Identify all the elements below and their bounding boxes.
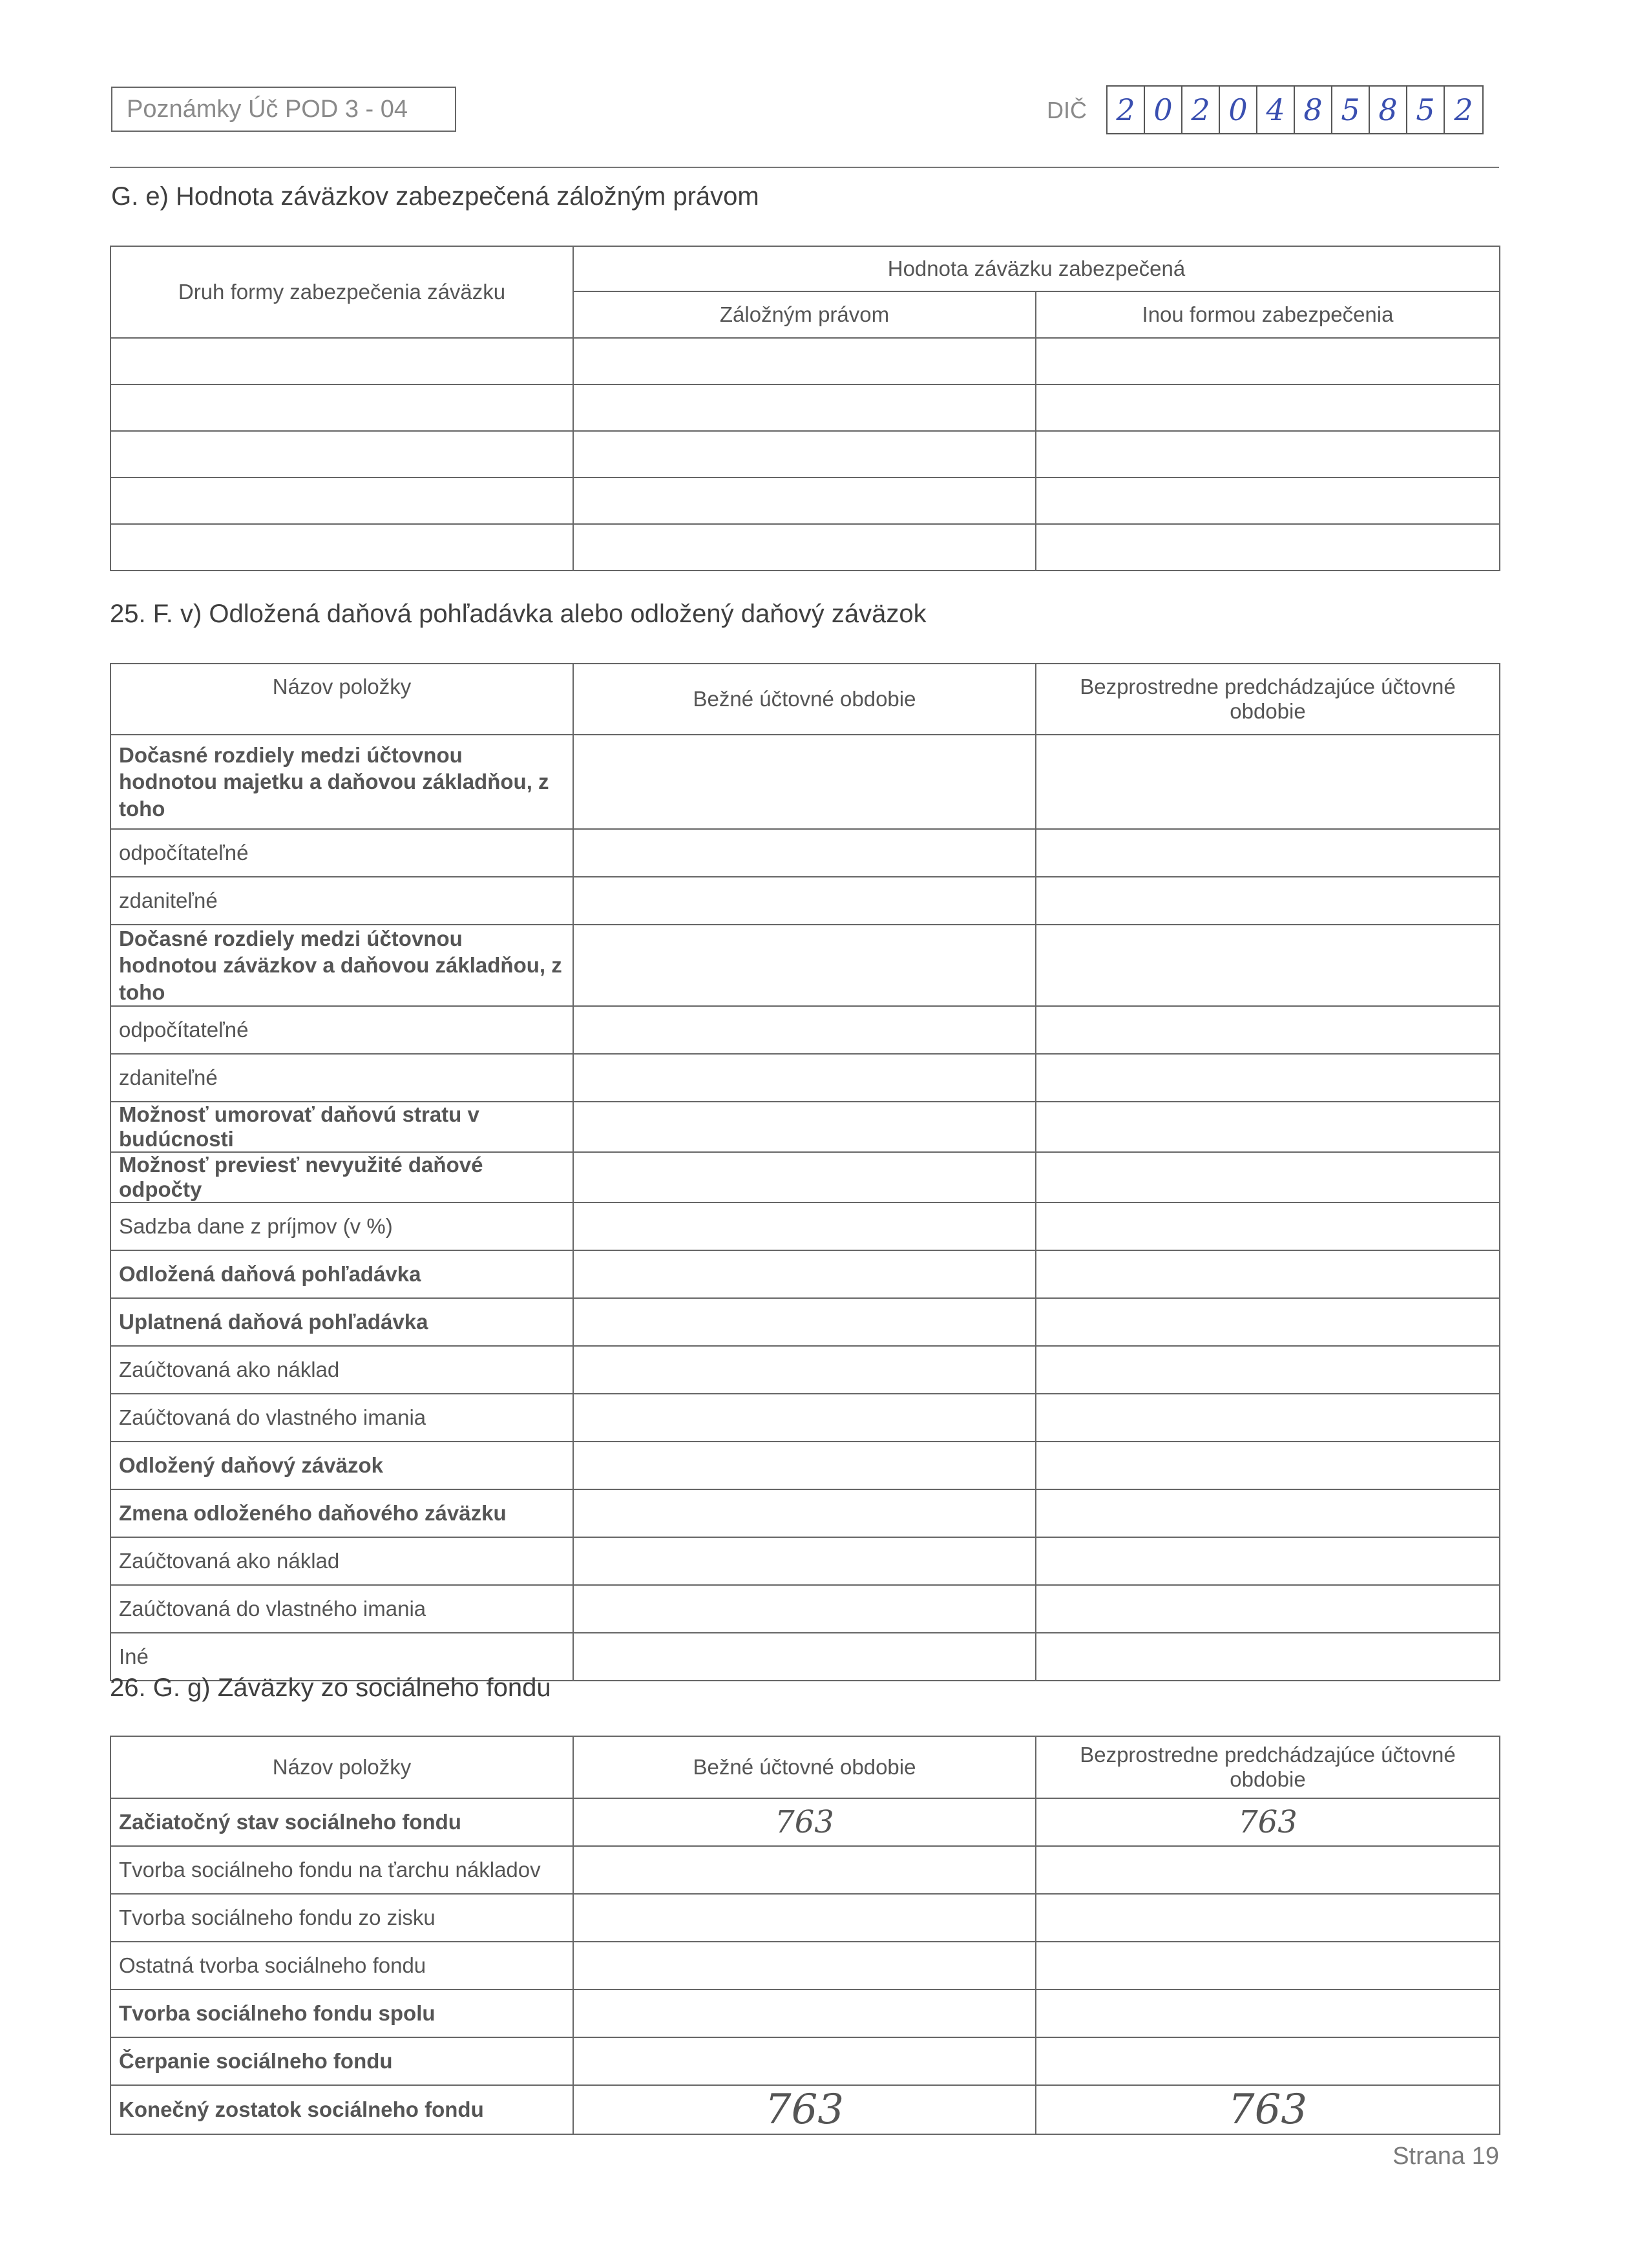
dic-digit: 0 [1145, 87, 1182, 133]
row-label: Odložená daňová pohľadávka [110, 1250, 573, 1298]
table-row [110, 1489, 1500, 1537]
row-label: Tvorba sociálneho fondu na ťarchu nákladov [110, 1846, 573, 1894]
col-item-name: Názov položky [110, 1736, 573, 1798]
table-row [110, 431, 1500, 478]
previous-value[interactable] [1036, 1894, 1500, 1942]
table-row [110, 877, 1500, 925]
current-value[interactable]: 763 [573, 2085, 1036, 2134]
row-label: Ostatná tvorba sociálneho fondu [110, 1942, 573, 1990]
dic-digit: 0 [1220, 87, 1257, 133]
dic-digit: 8 [1295, 87, 1332, 133]
row-label: Zaúčtovaná ako náklad [110, 1346, 573, 1394]
previous-value[interactable] [1036, 1942, 1500, 1990]
row-label: Odložený daňový záväzok [110, 1442, 573, 1489]
row-label: Možnosť umorovať daňovú stratu v budúcnosti [110, 1102, 573, 1152]
table-row [110, 1537, 1500, 1585]
col-previous-period: Bezprostredne predchádzajúce účtovné obdobie [1036, 664, 1500, 735]
table-row [110, 1102, 1500, 1152]
table-row [110, 478, 1500, 524]
table-row [110, 829, 1500, 877]
row-label: Sadzba dane z príjmov (v %) [110, 1202, 573, 1250]
col-pledge: Záložným právom [573, 291, 1036, 338]
current-value[interactable]: 763 [573, 1798, 1036, 1846]
col-other-security: Inou formou zabezpečenia [1036, 291, 1500, 338]
row-label: Možnosť previesť nevyužité daňové odpočty [110, 1152, 573, 1202]
row-label: Zaúčtovaná ako náklad [110, 1537, 573, 1585]
col-security-type: Druh formy zabezpečenia záväzku [110, 246, 573, 338]
social-fund-table [110, 1736, 1500, 2135]
table-row [110, 1585, 1500, 1633]
col-previous-period: Bezprostredne predchádzajúce účtovné obdobie [1036, 1736, 1500, 1798]
table-row [110, 338, 1500, 384]
form-label: Poznámky Úč POD 3 - 04 [111, 87, 456, 132]
dic-digit: 5 [1332, 87, 1370, 133]
col-item-name: Názov položky [110, 664, 573, 735]
section-25-title: 25. F. v) Odložená daňová pohľadávka alebo odložený daňový záväzok [110, 600, 927, 628]
table-row [110, 1250, 1500, 1298]
previous-value[interactable] [1036, 1846, 1500, 1894]
row-label: odpočítateľné [110, 829, 573, 877]
table-row [110, 735, 1500, 829]
table-row [110, 1202, 1500, 1250]
pledge-table [110, 246, 1500, 571]
table-row [110, 1394, 1500, 1442]
deferred-tax-table [110, 663, 1500, 1681]
previous-value[interactable] [1036, 1990, 1500, 2037]
section-26-title: 26. G. g) Záväzky zo sociálneho fondu [110, 1674, 551, 1702]
row-label: Tvorba sociálneho fondu spolu [110, 1990, 573, 2037]
current-value[interactable] [573, 2037, 1036, 2085]
table-row [110, 1298, 1500, 1346]
row-label: Čerpanie sociálneho fondu [110, 2037, 573, 2085]
current-value[interactable] [573, 1942, 1036, 1990]
row-label: Zaúčtovaná do vlastného imania [110, 1585, 573, 1633]
table-row [110, 1054, 1500, 1102]
header-divider [110, 167, 1499, 168]
dic-digit: 2 [1454, 92, 1473, 127]
table-row [110, 2085, 1500, 2134]
previous-value[interactable]: 763 [1036, 1798, 1500, 1846]
table-row [110, 1346, 1500, 1394]
table-row [110, 1990, 1500, 2037]
current-value[interactable] [573, 1894, 1036, 1942]
dic-digit: 2 [1182, 87, 1220, 133]
dic-digit: 8 [1370, 87, 1407, 133]
table-row [110, 2037, 1500, 2085]
table-row [110, 1846, 1500, 1894]
table-row [110, 1798, 1500, 1846]
row-label: Iné [110, 1633, 573, 1681]
table-row [110, 1152, 1500, 1202]
page-number: Strana 19 [1392, 2143, 1499, 2170]
section-g-title: G. e) Hodnota záväzkov zabezpečená záložným právom [111, 182, 759, 211]
row-label: Uplatnená daňová pohľadávka [110, 1298, 573, 1346]
table-row [110, 925, 1500, 1006]
row-label: Dočasné rozdiely medzi účtovnou hodnotou záväzkov a daňovou základňou, z toho [110, 925, 573, 1006]
row-label: odpočítateľné [110, 1006, 573, 1054]
row-label: Začiatočný stav sociálneho fondu [110, 1798, 573, 1846]
col-current-period: Bežné účtovné obdobie [573, 1736, 1036, 1798]
table-row [110, 1006, 1500, 1054]
table-row [110, 1442, 1500, 1489]
dic-field [1106, 85, 1484, 134]
row-label: zdaniteľné [110, 1054, 573, 1102]
current-value[interactable] [573, 1990, 1036, 2037]
row-label: Dočasné rozdiely medzi účtovnou hodnotou majetku a daňovou základňou, z toho [110, 735, 573, 829]
table-row [110, 524, 1500, 571]
row-label: Zaúčtovaná do vlastného imania [110, 1394, 573, 1442]
table-row [110, 1894, 1500, 1942]
row-label: Konečný zostatok sociálneho fondu [110, 2085, 573, 2134]
dic-digit: 5 [1407, 87, 1445, 133]
previous-value[interactable]: 763 [1036, 2085, 1500, 2134]
previous-value[interactable] [1036, 2037, 1500, 2085]
dic-digit: 4 [1257, 87, 1295, 133]
dic-digit: 2 [1108, 87, 1145, 133]
col-secured-value: Hodnota záväzku zabezpečená [573, 246, 1500, 291]
col-current-period: Bežné účtovné obdobie [573, 664, 1036, 735]
row-label: zdaniteľné [110, 877, 573, 925]
current-value[interactable] [573, 1846, 1036, 1894]
dic-label: DIČ [1047, 97, 1087, 123]
table-row [110, 384, 1500, 431]
row-label: Tvorba sociálneho fondu zo zisku [110, 1894, 573, 1942]
table-row [110, 1942, 1500, 1990]
row-label: Zmena odloženého daňového záväzku [110, 1489, 573, 1537]
